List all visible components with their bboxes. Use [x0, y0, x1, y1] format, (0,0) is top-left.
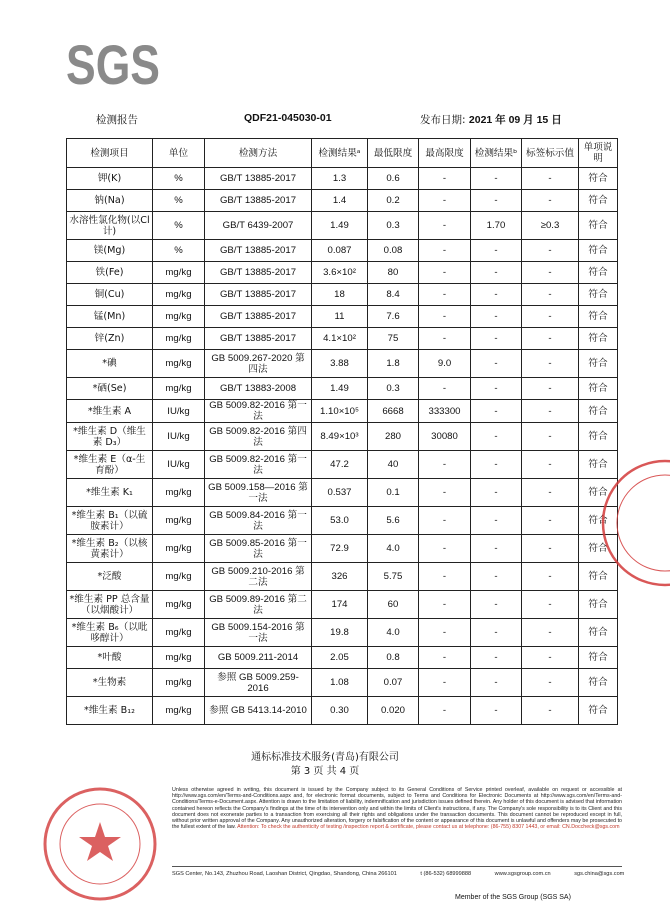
table-cell: - — [522, 535, 579, 563]
table-cell: 符合 — [579, 190, 618, 212]
table-cell: 0.07 — [368, 669, 419, 697]
table-row — [67, 535, 618, 563]
table-cell: - — [471, 240, 522, 262]
col-header: 最高限度 — [419, 139, 471, 168]
table-cell: 0.30 — [312, 697, 368, 725]
table-cell: ≥0.3 — [522, 212, 579, 240]
table-cell: 0.6 — [368, 168, 419, 190]
table-cell: 符合 — [579, 284, 618, 306]
table-row — [67, 328, 618, 350]
table-cell: mg/kg — [153, 669, 205, 697]
table-cell: GB 5009.158—2016 第一法 — [205, 479, 312, 507]
table-cell: - — [471, 479, 522, 507]
table-cell: - — [471, 647, 522, 669]
table-cell: mg/kg — [153, 591, 205, 619]
table-cell: % — [153, 240, 205, 262]
table-cell: 2.05 — [312, 647, 368, 669]
table-cell: 镁(Mg) — [67, 240, 153, 262]
table-cell: 锌(Zn) — [67, 328, 153, 350]
table-cell: 符合 — [579, 479, 618, 507]
table-cell: mg/kg — [153, 328, 205, 350]
table-cell: - — [522, 669, 579, 697]
table-cell: 72.9 — [312, 535, 368, 563]
table-cell: 参照 GB 5413.14-2010 — [205, 697, 312, 725]
table-cell: 0.087 — [312, 240, 368, 262]
red-seal-partial — [590, 448, 670, 598]
table-cell: - — [522, 619, 579, 647]
table-cell: 5.75 — [368, 563, 419, 591]
table-cell: 铁(Fe) — [67, 262, 153, 284]
disclaimer — [172, 787, 622, 830]
table-cell: - — [419, 328, 471, 350]
svg-text:SGS: SGS — [66, 33, 160, 96]
table-cell: mg/kg — [153, 350, 205, 378]
table-cell: GB/T 13885-2017 — [205, 168, 312, 190]
table-cell: - — [522, 350, 579, 378]
divider — [172, 866, 622, 867]
issue-date — [420, 112, 562, 127]
table-cell: mg/kg — [153, 619, 205, 647]
table-cell: GB/T 13885-2017 — [205, 190, 312, 212]
table-cell: GB 5009.89-2016 第二法 — [205, 591, 312, 619]
table-cell: 符合 — [579, 262, 618, 284]
table-cell: - — [522, 262, 579, 284]
table-cell: mg/kg — [153, 563, 205, 591]
table-cell: 8.49×10³ — [312, 423, 368, 451]
table-cell: 水溶性氯化物(以Cl计) — [67, 212, 153, 240]
table-cell: 铜(Cu) — [67, 284, 153, 306]
table-cell: 0.3 — [368, 212, 419, 240]
table-cell: - — [471, 669, 522, 697]
table-cell: *维生素 E（α-生育酚） — [67, 451, 153, 479]
table-cell: - — [419, 669, 471, 697]
table-cell: - — [419, 306, 471, 328]
table-cell: *碘 — [67, 350, 153, 378]
table-cell: 0.2 — [368, 190, 419, 212]
table-cell: GB 5009.84-2016 第一法 — [205, 507, 312, 535]
table-cell: 6668 — [368, 400, 419, 423]
table-cell: - — [471, 400, 522, 423]
table-cell: - — [471, 350, 522, 378]
table-row — [67, 423, 618, 451]
table-cell: - — [522, 284, 579, 306]
table-cell: *维生素 B₁₂ — [67, 697, 153, 725]
table-cell: - — [471, 697, 522, 725]
table-cell: *维生素 D（维生素 D₃） — [67, 423, 153, 451]
table-cell: - — [419, 284, 471, 306]
table-row — [67, 378, 618, 400]
table-row — [67, 669, 618, 697]
table-cell: 80 — [368, 262, 419, 284]
table-row — [67, 591, 618, 619]
table-cell: 符合 — [579, 507, 618, 535]
table-cell: 7.6 — [368, 306, 419, 328]
table-cell: 符合 — [579, 400, 618, 423]
table-cell: - — [471, 378, 522, 400]
table-cell: - — [419, 479, 471, 507]
table-cell: - — [471, 535, 522, 563]
table-cell: mg/kg — [153, 284, 205, 306]
col-header: 最低限度 — [368, 139, 419, 168]
table-cell: - — [522, 306, 579, 328]
table-cell: mg/kg — [153, 306, 205, 328]
col-header: 检测结果ᵇ — [471, 139, 522, 168]
table-header-row — [67, 139, 618, 168]
table-cell: 符合 — [579, 212, 618, 240]
table-cell: 53.0 — [312, 507, 368, 535]
table-cell: GB/T 13885-2017 — [205, 328, 312, 350]
table-cell: mg/kg — [153, 647, 205, 669]
table-cell: 9.0 — [419, 350, 471, 378]
table-cell: GB 5009.210-2016 第二法 — [205, 563, 312, 591]
table-cell: - — [419, 647, 471, 669]
table-cell: - — [471, 507, 522, 535]
table-cell: - — [419, 619, 471, 647]
website: www.sgsgroup.com.cn — [494, 871, 551, 877]
attention-text: Attention: To check the authenticity of testing /inspection report & certificate, please contact us at telephone: (86-755) 8307 1443, or email: CN.Doccheck@sgs.com — [237, 824, 620, 831]
table-cell: GB 5009.211-2014 — [205, 647, 312, 669]
table-cell: 1.49 — [312, 212, 368, 240]
disclaimer-text: Unless otherwise agreed in writing, this document is issued by the Company subject to its General Conditions of Service printed overleaf, available on request or accessible at http://www.sgs.com/en/Terms-and-Conditions.aspx and, for electronic format documents, subject to Terms and Conditions for Electronic Documents at http://www.sgs.com/en/Terms-and-Conditions/Terms-e-Document.aspx. Attention is drawn to the limitation of liability, indemnification and jurisdiction issues defined therein. Any holder of this document is advised that information contained hereon reflects the Company's findings at the time of its intervention only and within the limits of Client's instructions, if any. The Company's sole responsibility is to its Client and this document does not exonerate parties to a transaction from exercising all their rights and obligations under the transaction documents. This document cannot be reproduced except in full, without prior written approval of the Company. Any unauthorized alteration, forgery or falsification of the content or appearance of this document is unlawful and offenders may be prosecuted to the fullest extent of the law. — [172, 787, 622, 831]
table-cell: 符合 — [579, 451, 618, 479]
table-cell: - — [522, 240, 579, 262]
table-cell: GB 5009.82-2016 第四法 — [205, 423, 312, 451]
phone: t (86-532) 68999888 — [420, 871, 472, 877]
table-cell: 4.1×10² — [312, 328, 368, 350]
table-cell: 符合 — [579, 697, 618, 725]
table-cell: mg/kg — [153, 262, 205, 284]
table-cell: - — [419, 535, 471, 563]
col-header: 标签标示值 — [522, 139, 579, 168]
table-cell: - — [522, 479, 579, 507]
table-cell: 符合 — [579, 328, 618, 350]
table-cell: 280 — [368, 423, 419, 451]
table-cell: 0.3 — [368, 378, 419, 400]
table-cell: - — [522, 451, 579, 479]
table-cell: mg/kg — [153, 535, 205, 563]
table-row — [67, 168, 618, 190]
table-cell: - — [471, 451, 522, 479]
table-cell: 4.0 — [368, 619, 419, 647]
table-cell: 符合 — [579, 350, 618, 378]
table-cell: 符合 — [579, 591, 618, 619]
col-header: 检测方法 — [205, 139, 312, 168]
table-cell: 符合 — [579, 669, 618, 697]
table-cell: 0.020 — [368, 697, 419, 725]
table-cell: *硒(Se) — [67, 378, 153, 400]
table-cell: % — [153, 168, 205, 190]
table-cell: - — [419, 262, 471, 284]
table-cell: 参照 GB 5009.259-2016 — [205, 669, 312, 697]
table-cell: 60 — [368, 591, 419, 619]
table-cell: 11 — [312, 306, 368, 328]
table-row — [67, 451, 618, 479]
table-cell: *维生素 B₁（以硫胺素计） — [67, 507, 153, 535]
table-cell: - — [419, 168, 471, 190]
table-cell: - — [419, 378, 471, 400]
star-icon — [79, 822, 121, 861]
table-cell: 符合 — [579, 619, 618, 647]
table-cell: *维生素 B₆（以吡哆醇计） — [67, 619, 153, 647]
red-seal — [40, 784, 160, 904]
table-cell: GB/T 13885-2017 — [205, 284, 312, 306]
table-body — [67, 168, 618, 725]
table-cell: *维生素 PP 总含量（以烟酸计） — [67, 591, 153, 619]
table-cell: GB 5009.154-2016 第一法 — [205, 619, 312, 647]
table-row — [67, 563, 618, 591]
sgs-logo — [66, 33, 162, 96]
table-cell: 符合 — [579, 168, 618, 190]
table-cell: 符合 — [579, 647, 618, 669]
table-cell: *维生素 K₁ — [67, 479, 153, 507]
table-cell: 符合 — [579, 423, 618, 451]
table-cell: 333300 — [419, 400, 471, 423]
table-row — [67, 350, 618, 378]
table-cell: - — [419, 190, 471, 212]
table-cell: GB 5009.85-2016 第一法 — [205, 535, 312, 563]
table-cell: - — [522, 591, 579, 619]
table-cell: 75 — [368, 328, 419, 350]
table-cell: GB/T 13885-2017 — [205, 306, 312, 328]
table-cell: mg/kg — [153, 507, 205, 535]
table-cell: 1.8 — [368, 350, 419, 378]
table-cell: - — [419, 451, 471, 479]
table-cell: - — [419, 591, 471, 619]
table-cell: 0.8 — [368, 647, 419, 669]
table-cell: - — [471, 563, 522, 591]
table-cell: - — [522, 647, 579, 669]
table-cell: 0.08 — [368, 240, 419, 262]
report-number: QDF21-045030-01 — [244, 112, 332, 124]
address: SGS Center, No.143, Zhuzhou Road, Laoshan District, Qingdao, Shandong, China 266101 — [172, 871, 397, 877]
page-number: 第 3 页 共 4 页 — [290, 766, 360, 777]
table-cell: 8.4 — [368, 284, 419, 306]
col-header: 检测结果ᵃ — [312, 139, 368, 168]
table-row — [67, 647, 618, 669]
table-cell: 钠(Na) — [67, 190, 153, 212]
table-cell: mg/kg — [153, 378, 205, 400]
table-cell: 1.3 — [312, 168, 368, 190]
table-cell: - — [471, 284, 522, 306]
table-cell: % — [153, 212, 205, 240]
table-cell: 3.88 — [312, 350, 368, 378]
table-cell: - — [471, 328, 522, 350]
table-cell: - — [522, 400, 579, 423]
table-cell: 1.49 — [312, 378, 368, 400]
table-row — [67, 284, 618, 306]
table-cell: GB/T 13885-2017 — [205, 240, 312, 262]
table-cell: IU/kg — [153, 400, 205, 423]
table-cell: 钾(K) — [67, 168, 153, 190]
table-cell: - — [471, 423, 522, 451]
table-cell: - — [522, 168, 579, 190]
issue-date-value: 2021 年 09 月 15 日 — [468, 114, 562, 126]
table-cell: - — [471, 168, 522, 190]
table-cell: 40 — [368, 451, 419, 479]
table-cell: GB/T 6439-2007 — [205, 212, 312, 240]
contact-line — [172, 871, 646, 877]
table-cell: 1.10×10⁵ — [312, 400, 368, 423]
table-cell: *生物素 — [67, 669, 153, 697]
table-row — [67, 212, 618, 240]
table-row — [67, 697, 618, 725]
table-cell: 符合 — [579, 378, 618, 400]
table-cell: 0.537 — [312, 479, 368, 507]
table-cell: *维生素 A — [67, 400, 153, 423]
table-cell: - — [419, 212, 471, 240]
table-cell: 4.0 — [368, 535, 419, 563]
table-cell: GB 5009.82-2016 第一法 — [205, 400, 312, 423]
table-cell: 30080 — [419, 423, 471, 451]
report-title: 检测报告 — [96, 114, 138, 126]
table-row — [67, 619, 618, 647]
table-row — [67, 479, 618, 507]
table-cell: GB 5009.82-2016 第一法 — [205, 451, 312, 479]
table-cell: 5.6 — [368, 507, 419, 535]
table-cell: 锰(Mn) — [67, 306, 153, 328]
table-cell: - — [471, 262, 522, 284]
results-table — [66, 138, 618, 725]
table-cell: 18 — [312, 284, 368, 306]
col-header: 单项说明 — [579, 139, 618, 168]
email: sgs.china@sgs.com — [574, 871, 625, 877]
table-cell: - — [522, 190, 579, 212]
company-name: 通标标准技术服务(青岛)有限公司 — [251, 752, 399, 763]
table-cell: GB/T 13883-2008 — [205, 378, 312, 400]
table-cell: 0.1 — [368, 479, 419, 507]
table-cell: - — [419, 563, 471, 591]
table-row — [67, 240, 618, 262]
table-cell: - — [419, 507, 471, 535]
table-cell: 1.08 — [312, 669, 368, 697]
table-cell: - — [522, 378, 579, 400]
table-cell: 174 — [312, 591, 368, 619]
table-cell: mg/kg — [153, 479, 205, 507]
table-cell: 3.6×10² — [312, 262, 368, 284]
table-cell: - — [419, 697, 471, 725]
member-line: Member of the SGS Group (SGS SA) — [455, 894, 571, 901]
table-cell: - — [522, 563, 579, 591]
table-row — [67, 507, 618, 535]
table-cell: - — [471, 591, 522, 619]
table-cell: GB/T 13885-2017 — [205, 262, 312, 284]
table-row — [67, 306, 618, 328]
table-row — [67, 190, 618, 212]
table-cell: - — [522, 328, 579, 350]
table-cell: IU/kg — [153, 451, 205, 479]
table-cell: - — [522, 423, 579, 451]
table-cell: 符合 — [579, 535, 618, 563]
table-cell: *维生素 B₂（以核黄素计） — [67, 535, 153, 563]
table-cell: 326 — [312, 563, 368, 591]
table-cell: 19.8 — [312, 619, 368, 647]
table-cell: 47.2 — [312, 451, 368, 479]
table-cell: % — [153, 190, 205, 212]
table-cell: 符合 — [579, 563, 618, 591]
table-cell: *泛酸 — [67, 563, 153, 591]
col-header: 单位 — [153, 139, 205, 168]
table-cell: - — [471, 190, 522, 212]
table-cell: IU/kg — [153, 423, 205, 451]
table-cell: 符合 — [579, 240, 618, 262]
table-cell: - — [419, 240, 471, 262]
table-cell: *叶酸 — [67, 647, 153, 669]
table-row — [67, 262, 618, 284]
table-cell: - — [471, 306, 522, 328]
table-cell: 符合 — [579, 306, 618, 328]
table-cell: 1.4 — [312, 190, 368, 212]
table-cell: mg/kg — [153, 697, 205, 725]
table-cell: GB 5009.267-2020 第四法 — [205, 350, 312, 378]
table-cell: - — [471, 619, 522, 647]
table-cell: - — [522, 697, 579, 725]
table-cell: 1.70 — [471, 212, 522, 240]
col-header: 检测项目 — [67, 139, 153, 168]
issue-date-label: 发布日期: — [420, 114, 466, 126]
table-cell: - — [522, 507, 579, 535]
table-row — [67, 400, 618, 423]
